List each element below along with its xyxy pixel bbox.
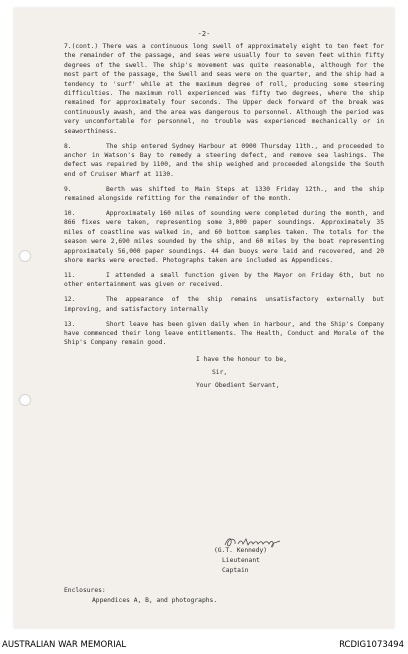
paragraph-text: The ship entered Sydney Harbour at 0900 Thursday 11th., and proceeded to anchor in Watson's Bay to remedy a steering defect, and remove sea lashings. The defect was repaired by 1100, and the ship weighed and proceeded alongside the South end of Cruiser Wharf at 1130. [64, 142, 384, 178]
closing-line: Sir, [212, 368, 228, 376]
paragraph [64, 209, 384, 265]
paragraph-number: 7.(cont.) [64, 43, 99, 50]
paragraph-text: There was a continuous long swell of approximately eight to ten feet for the remainder of the passage, and seas were usually four to seven feet within fifty degrees of the swell. The ship's movement was quite reasonable, although for the most part of the passage, the Swell and seas were on the quarter, and the ship had a tendency to 'surf' while at the maximum degree of roll, producing some steering difficulties. The maximum roll experienced was fifty two degrees, where the ship remained for approximately four seconds. The Upper deck forward of the break was continuously awash, and the area was dangerous to personnel. Although the period was very uncomfortable for personnel, no trouble was experienced mechanically or in seaworthiness. [64, 43, 384, 135]
signature-title: Captain [222, 567, 249, 574]
paragraph-number: 11. [64, 271, 76, 279]
paragraph [64, 320, 384, 348]
paragraph-text: I attended a small function given by the Mayor on Friday 6th, but no other entertainment was given or received. [64, 271, 384, 289]
signature-block [64, 546, 384, 576]
document-body [64, 42, 384, 394]
paragraph [64, 271, 384, 290]
paragraph [64, 42, 384, 136]
paragraph-list [64, 42, 384, 348]
closing-line: I have the honour to be, [196, 355, 287, 363]
footer-bar [0, 636, 408, 654]
enclosures-label: Enclosures: [64, 587, 106, 594]
paragraph [64, 295, 384, 314]
page-number: -2- [197, 30, 211, 38]
paragraph-text: Short leave has been given daily when in harbour, and the Ship's Company have commenced their long leave entitlements. The Health, Conduct and Morale of the Ship's Company remain good. [64, 320, 384, 347]
closing-line: Your Obedient Servant, [196, 381, 280, 389]
paragraph-text: Approximately 160 miles of sounding were completed during the month, and 866 fixes were taken, representing some 3,000 paper soundings. Approximately 35 miles of coastline was walked in, and 60 bottom samples taken. The totals for the season were 2,690 miles sounded by the ship, and 60 miles by the boat representing approximately 56,000 paper soundings. 44 dan buoys were laid and recovered, and 20 shore marks were erected. Photographs taken are included as Appendices. [64, 210, 384, 265]
enclosures-text: Appendices A, B, and photographs. [92, 597, 218, 604]
footer-id: RCDIG1073494 [339, 640, 404, 650]
punch-hole [19, 250, 31, 262]
punch-hole [19, 394, 31, 406]
footer-source: AUSTRALIAN WAR MEMORIAL [2, 640, 127, 650]
paragraph-number: 13. [64, 320, 76, 328]
signature-name: (G.T. Kennedy) [214, 547, 268, 554]
paragraph-number: 8. [64, 142, 72, 150]
enclosures-block [64, 586, 384, 606]
paragraph-text: Berth was shifted to Main Steps at 1330 Friday 12th., and the ship remained alongside refitting for the remainder of the month. [64, 185, 384, 203]
paragraph [64, 142, 384, 180]
paragraph-number: 12. [64, 296, 76, 304]
closing-block [64, 355, 384, 394]
paragraph-number: 9. [64, 185, 72, 193]
signature-rank: Lieutenant [222, 557, 260, 564]
paragraph-number: 10. [64, 210, 76, 217]
paragraph-text: The appearance of the ship remains unsatisfactory externally but improving, and satisfactory internally [64, 296, 384, 313]
paragraph [64, 185, 384, 204]
